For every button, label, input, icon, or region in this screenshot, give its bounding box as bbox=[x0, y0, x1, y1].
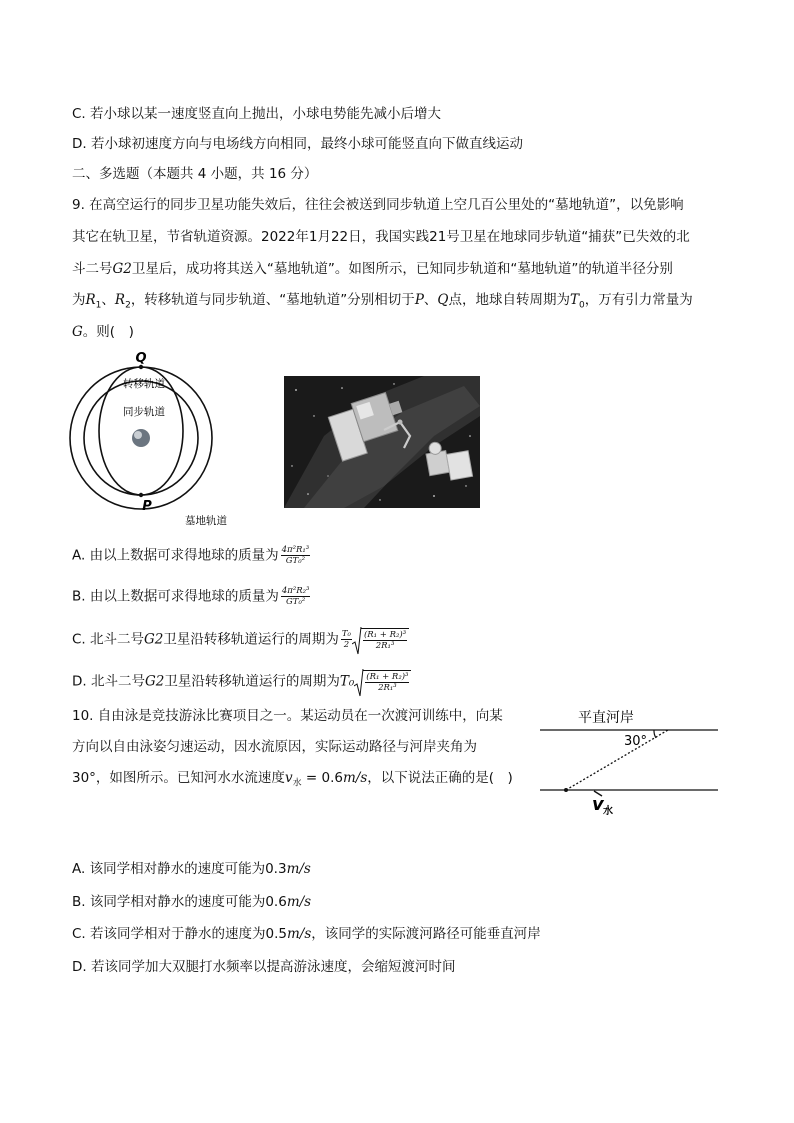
q9-text: 、 bbox=[423, 292, 438, 308]
q10-text-line-2: 方向以自由泳姿匀速运动，因水流原因，实际运动路径与河岸夹角为 bbox=[72, 739, 477, 755]
option-b-unit: m/s bbox=[286, 894, 312, 910]
option-d-math: T₀ bbox=[339, 673, 355, 690]
q9-math: R bbox=[114, 292, 126, 308]
option-a-text: A. 该同学相对静水的速度可能为 bbox=[72, 861, 266, 877]
q9-option-c bbox=[72, 628, 409, 651]
q10-option-a bbox=[72, 859, 311, 879]
fraction-numerator: 4π²R₁³ bbox=[281, 545, 310, 555]
option-c-text: 卫星沿转移轨道运行的周期为 bbox=[163, 631, 339, 648]
orbit-diagram bbox=[66, 346, 246, 532]
q9-text: 点，地球自转周期为 bbox=[448, 292, 570, 308]
option-c-text: ，该同学的实际渡河路径可能垂直河岸 bbox=[311, 926, 541, 942]
option-b-fraction bbox=[281, 586, 311, 607]
option-d-text: 卫星沿转移轨道运行的周期为 bbox=[164, 673, 340, 690]
q9-math-sub: 1 bbox=[95, 300, 102, 311]
option-c-math: G2 bbox=[144, 631, 164, 648]
q9-text-line-4 bbox=[72, 290, 693, 316]
option-d-prev: D. 若小球初速度方向与电场线方向相同，最终小球可能竖直向下做直线运动 bbox=[72, 136, 523, 152]
label-sync-orbit: 同步轨道 bbox=[123, 406, 165, 418]
q9-text: 。则( ) bbox=[82, 324, 134, 340]
option-c-text: C. 若该同学相对于静水的速度为 bbox=[72, 926, 266, 942]
label-p: P bbox=[142, 499, 152, 514]
river-diagram bbox=[536, 704, 722, 820]
fraction-denominator: 2R₁³ bbox=[378, 683, 397, 693]
q9-math-sub: 2 bbox=[125, 300, 131, 311]
q9-text: 、 bbox=[101, 292, 115, 308]
q10-option-c bbox=[72, 924, 541, 944]
fraction-numerator: T₀ bbox=[341, 629, 351, 639]
fraction-denominator: GT₀² bbox=[285, 556, 306, 566]
satellite-photo bbox=[284, 376, 480, 508]
q10-math-sub: 水 bbox=[292, 778, 302, 789]
q9-math-sub: 0 bbox=[579, 300, 585, 311]
label-bank: 平直河岸 bbox=[578, 710, 634, 726]
q10-option-b bbox=[72, 892, 311, 912]
option-a-unit: m/s bbox=[286, 861, 311, 877]
label-grave-orbit: 墓地轨道 bbox=[185, 515, 227, 527]
q9-text-line-3 bbox=[72, 259, 673, 279]
q9-math: T bbox=[569, 292, 579, 308]
fraction-denominator: GT₀² bbox=[286, 597, 306, 607]
fraction-numerator: (R₁ + R₂)³ bbox=[366, 672, 409, 682]
option-c-unit: m/s bbox=[287, 926, 312, 942]
option-b-text: B. 由以上数据可求得地球的质量为 bbox=[72, 588, 279, 605]
q9-text: ，转移轨道与同步轨道、“墓地轨道”分别相切于 bbox=[130, 292, 415, 308]
swim-path-line bbox=[566, 730, 668, 790]
option-a-value: 0.3 bbox=[265, 861, 287, 877]
q9-math: P bbox=[414, 292, 424, 308]
earth-icon bbox=[132, 429, 150, 447]
start-point-dot bbox=[564, 788, 568, 792]
option-d-sqrt bbox=[354, 670, 411, 693]
q9-text: 卫星后，成功将其送入“墓地轨道”。如图所示，已知同步轨道和“墓地轨道”的轨道半径分别 bbox=[131, 261, 673, 277]
q9-text: 为 bbox=[72, 292, 86, 308]
option-c-sqrt bbox=[352, 628, 409, 651]
label-v-sub: 水 bbox=[603, 806, 613, 817]
label-transfer-orbit: 转移轨道 bbox=[123, 378, 165, 390]
label-angle: 30° bbox=[624, 734, 648, 749]
earth-icon-highlight bbox=[134, 431, 142, 439]
option-c-prev: C. 若小球以某一速度竖直向上抛出，小球电势能先减小后增大 bbox=[72, 106, 442, 122]
fraction-denominator: 2R₁³ bbox=[375, 641, 395, 651]
fraction-denominator: 2 bbox=[343, 640, 350, 650]
q10-text-line-3 bbox=[72, 768, 513, 794]
option-d-text: D. 北斗二号 bbox=[72, 673, 145, 690]
q10-text-line-1: 10. 自由泳是竞技游泳比赛项目之一。某运动员在一次渡河训练中，向某 bbox=[72, 708, 503, 724]
q10-math: m/s bbox=[342, 770, 368, 786]
q9-math: Q bbox=[437, 292, 449, 308]
option-a-fraction bbox=[281, 545, 311, 566]
q10-text: 30°，如图所示。已知河水水流速度 bbox=[72, 770, 285, 786]
option-c-fraction bbox=[341, 629, 352, 650]
q9-math: R bbox=[85, 292, 96, 308]
q9-text-line-1: 9. 在高空运行的同步卫星功能失效后，往往会被送到同步轨道上空几百公里处的“墓地轨道”，以免影响 bbox=[72, 197, 684, 213]
fraction-numerator: (R₁ + R₂)³ bbox=[363, 630, 407, 640]
angle-arc bbox=[654, 730, 656, 738]
q9-option-a bbox=[72, 545, 310, 566]
option-c-text: C. 北斗二号 bbox=[72, 631, 145, 648]
q10-math: = 0.6 bbox=[301, 770, 343, 786]
q9-option-d bbox=[72, 670, 411, 693]
point-p-dot bbox=[139, 493, 143, 497]
label-v: v bbox=[592, 794, 604, 815]
fraction-numerator: 4π²R₂³ bbox=[281, 586, 310, 596]
q9-text-line-5 bbox=[72, 322, 134, 342]
option-c-value: 0.5 bbox=[265, 926, 287, 942]
section-heading: 二、多选题（本题共 4 小题，共 16 分） bbox=[72, 166, 318, 182]
q9-text-line-2: 其它在轨卫星，节省轨道资源。2022年1月22日，我国实践21号卫星在地球同步轨道“捕获”已失效的北 bbox=[72, 229, 690, 245]
q9-math: G bbox=[72, 324, 83, 340]
q10-text: ，以下说法正确的是( ) bbox=[367, 770, 513, 786]
q10-math: v bbox=[284, 770, 293, 786]
q9-text: 斗二号 bbox=[72, 261, 113, 277]
q9-text: ，万有引力常量为 bbox=[584, 292, 693, 308]
option-a-text: A. 由以上数据可求得地球的质量为 bbox=[72, 547, 279, 564]
q9-math: G2 bbox=[112, 261, 132, 277]
option-b-value: 0.6 bbox=[265, 894, 287, 910]
option-d-math: G2 bbox=[144, 673, 165, 690]
q9-option-b bbox=[72, 586, 310, 607]
q10-option-d: D. 若该同学加大双腿打水频率以提高游泳速度，会缩短渡河时间 bbox=[72, 959, 456, 975]
label-q: Q bbox=[135, 351, 147, 366]
option-b-text: B. 该同学相对静水的速度可能为 bbox=[72, 894, 266, 910]
